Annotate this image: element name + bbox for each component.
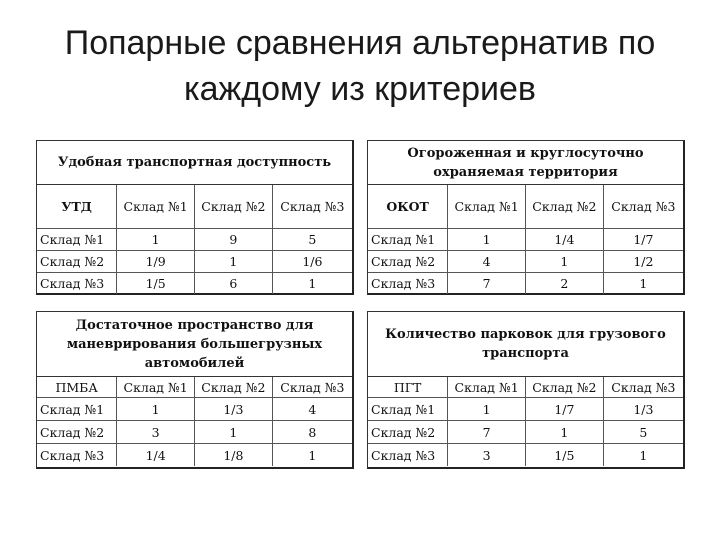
- cell: 3: [448, 444, 526, 467]
- cell: 1: [603, 273, 683, 295]
- cell: 1/8: [195, 444, 273, 467]
- row-label: Склад №3: [37, 273, 117, 295]
- row-label: Склад №1: [368, 398, 448, 421]
- table-row: [368, 444, 683, 467]
- table-row: [368, 273, 683, 295]
- cell: 1: [195, 421, 273, 444]
- cell: 1: [526, 251, 604, 273]
- comparison-table-okot: [367, 140, 685, 295]
- column-header: Склад №2: [195, 185, 273, 229]
- slide-title: [0, 20, 720, 112]
- cell: 3: [117, 421, 195, 444]
- cell: 1: [526, 421, 604, 444]
- cell: 1/4: [526, 229, 604, 251]
- table-row: [368, 421, 683, 444]
- table-title: Удобная транспортная доступность: [37, 141, 352, 185]
- column-header: Склад №3: [272, 377, 352, 398]
- comparison-matrix: [37, 377, 352, 466]
- cell: 1: [272, 273, 352, 295]
- column-header: Склад №3: [272, 185, 352, 229]
- criterion-abbr: ОКОТ: [368, 185, 448, 229]
- table-row: [37, 421, 352, 444]
- slide-title-line-1: Попарные сравнения альтернатив по: [64, 24, 656, 62]
- cell: 1/2: [603, 251, 683, 273]
- cell: 7: [448, 421, 526, 444]
- cell: 1: [603, 444, 683, 467]
- cell: 1: [117, 398, 195, 421]
- cell: 1: [117, 229, 195, 251]
- cell: 1/7: [603, 229, 683, 251]
- table-row: [37, 251, 352, 273]
- cell: 1: [448, 398, 526, 421]
- criterion-abbr: ПМБА: [37, 377, 117, 398]
- cell: 1: [272, 444, 352, 467]
- column-header: Склад №2: [526, 377, 604, 398]
- row-label: Склад №2: [37, 421, 117, 444]
- slide-title-line-2: каждому из критериев: [183, 70, 536, 108]
- column-header: Склад №1: [117, 185, 195, 229]
- comparison-table-pmba: [36, 311, 354, 469]
- table-title: Огороженная и круглосуточно охраняемая территория: [368, 141, 683, 185]
- cell: 1/4: [117, 444, 195, 467]
- cell: 4: [448, 251, 526, 273]
- criterion-abbr: УТД: [37, 185, 117, 229]
- cell: 1/3: [195, 398, 273, 421]
- row-label: Склад №3: [37, 444, 117, 467]
- column-header: Склад №2: [526, 185, 604, 229]
- cell: 1/7: [526, 398, 604, 421]
- row-label: Склад №2: [37, 251, 117, 273]
- cell: 1/5: [117, 273, 195, 295]
- comparison-table-utd: [36, 140, 354, 295]
- comparison-table-pgt: [367, 311, 685, 469]
- cell: 1/3: [603, 398, 683, 421]
- table-title: Количество парковок для грузового транспорта: [368, 312, 683, 377]
- table-row: [37, 229, 352, 251]
- cell: 9: [195, 229, 273, 251]
- row-label: Склад №3: [368, 273, 448, 295]
- cell: 5: [603, 421, 683, 444]
- column-header: Склад №1: [448, 377, 526, 398]
- comparison-matrix: [368, 377, 683, 466]
- table-row: [368, 251, 683, 273]
- comparison-matrix: [37, 185, 352, 294]
- row-label: Склад №1: [37, 398, 117, 421]
- table-row: [368, 398, 683, 421]
- criterion-abbr: ПГТ: [368, 377, 448, 398]
- row-label: Склад №1: [368, 229, 448, 251]
- column-header: Склад №1: [117, 377, 195, 398]
- cell: 1/6: [272, 251, 352, 273]
- cell: 1/5: [526, 444, 604, 467]
- cell: 6: [195, 273, 273, 295]
- row-label: Склад №2: [368, 251, 448, 273]
- cell: 1/9: [117, 251, 195, 273]
- table-row: [37, 273, 352, 295]
- column-header: Склад №2: [195, 377, 273, 398]
- column-header: Склад №3: [603, 185, 683, 229]
- table-row: [368, 229, 683, 251]
- cell: 1: [195, 251, 273, 273]
- table-row: [37, 444, 352, 467]
- table-title: Достаточное пространство для маневрирования большегрузных автомобилей: [37, 312, 352, 377]
- table-row: [37, 398, 352, 421]
- row-label: Склад №2: [368, 421, 448, 444]
- cell: 7: [448, 273, 526, 295]
- cell: 2: [526, 273, 604, 295]
- column-header: Склад №3: [603, 377, 683, 398]
- comparison-matrix: [368, 185, 683, 294]
- cell: 1: [448, 229, 526, 251]
- cell: 4: [272, 398, 352, 421]
- column-header: Склад №1: [448, 185, 526, 229]
- cell: 8: [272, 421, 352, 444]
- row-label: Склад №1: [37, 229, 117, 251]
- cell: 5: [272, 229, 352, 251]
- row-label: Склад №3: [368, 444, 448, 467]
